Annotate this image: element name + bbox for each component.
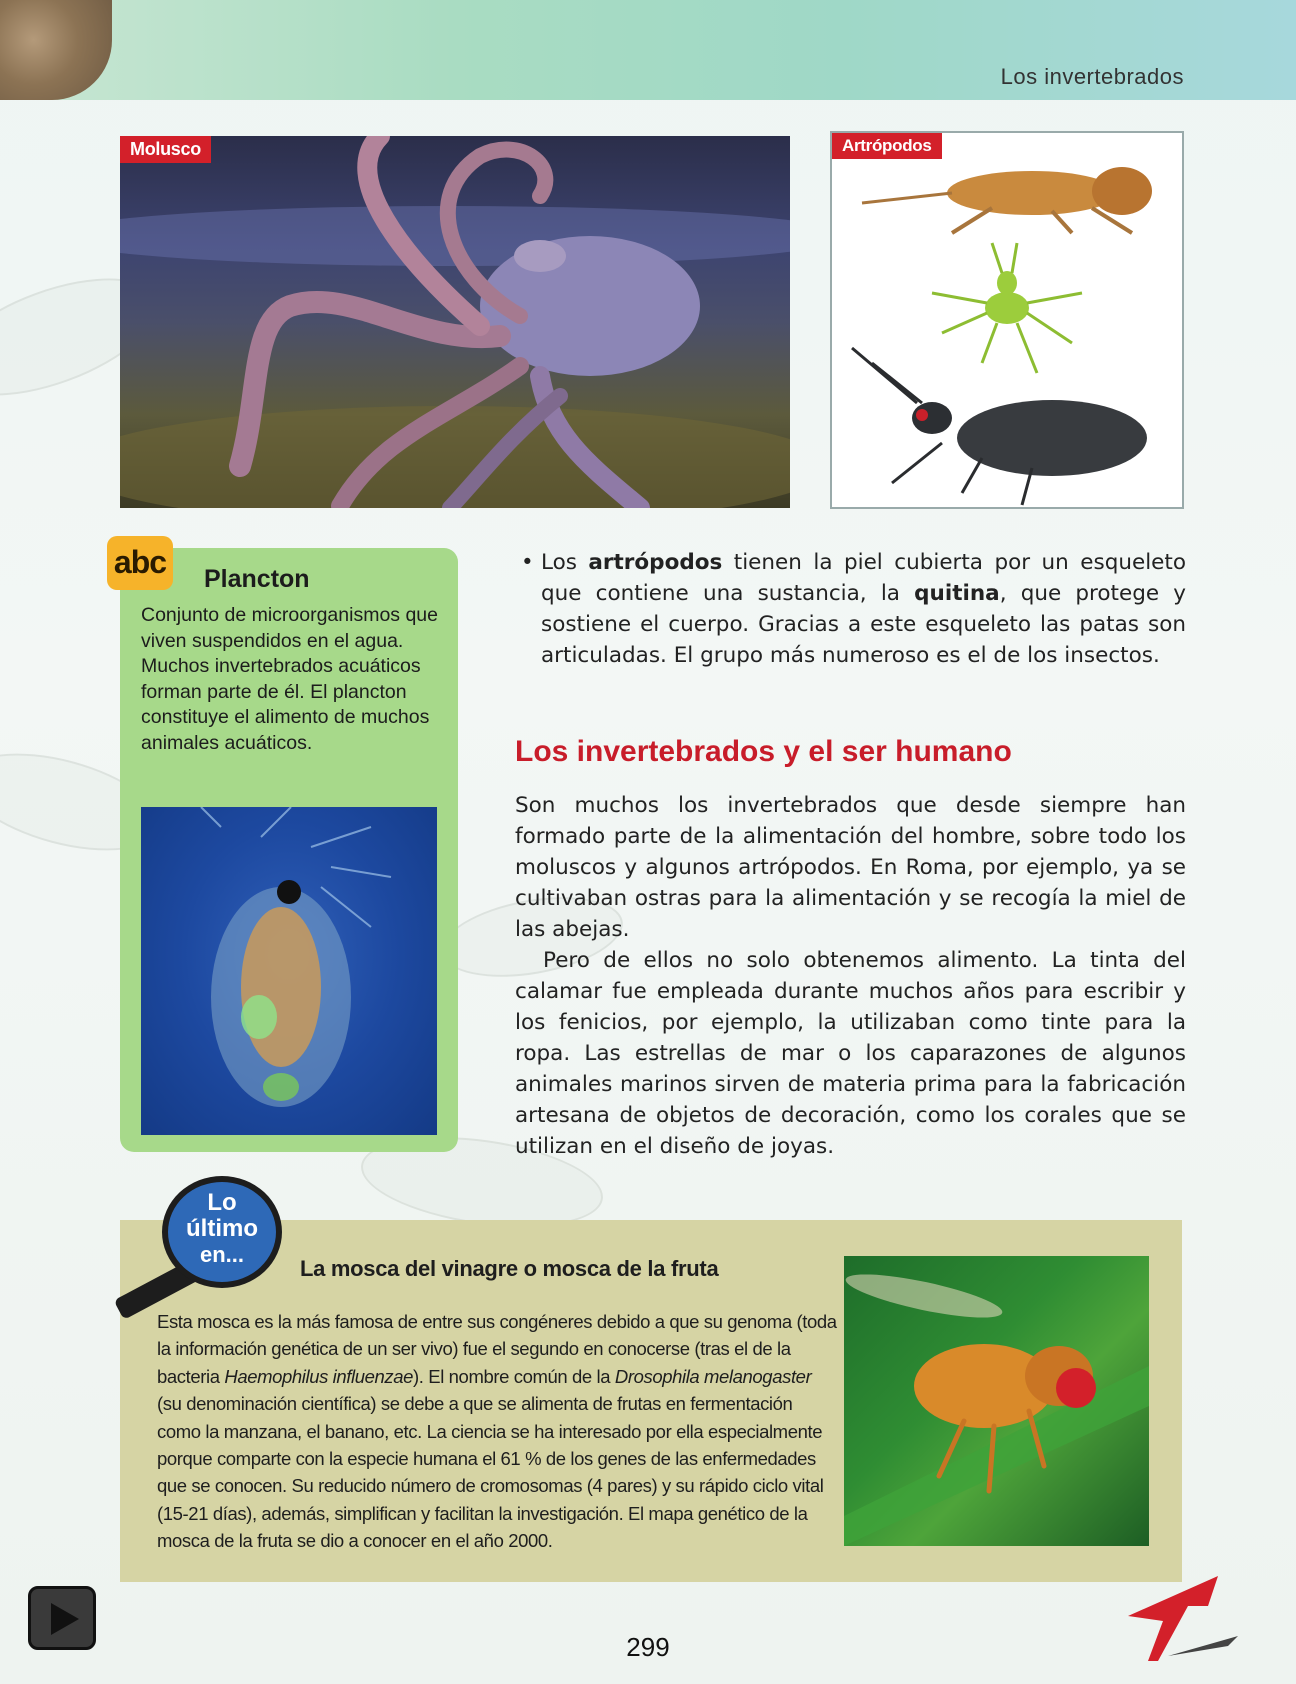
species-haemophilus: Haemophilus influenzae [224,1365,414,1387]
daphnia-illustration [141,807,437,1135]
badge-line-3: en... [199,1242,244,1267]
arthropods-illustration [832,133,1182,507]
play-icon [45,1599,85,1639]
plancton-title: Plancton [204,565,310,593]
paragraph-2: Pero de ellos no solo obtenemos alimento. La tinta del calamar fue empleada durante muchos años para escribir y los fenicios, por ejemplo, la utilizaban como tinte para la ropa. Las estrellas de mar o los caparazones de algunos animales marinos sirven de materia prima para la fabricación artesana de objetos de decoración, como los corales que se utilizan en el diseño de joyas. [515,948,1186,1159]
abc-badge: abc [107,536,173,590]
chapter-title: Los invertebrados [1000,64,1184,89]
bullet-text-intro: Los [541,550,589,575]
bullet-text-mid: tienen la piel cubierta por un esqueleto que contiene una sustancia, la [541,550,1186,606]
octopus-illustration [120,136,790,508]
badge-line-2: último [186,1215,258,1242]
text-part-c: (su denominación científica) se debe a que se alimenta de frutas en fermentación como la manzana, el banano, etc. La ciencia se ha interesado por ella especialmente porque comparte con la especie humana el 61 % de los genes de las enfermedades que se conocen. Su reducido número de cromosomas (4 pares) y su rápido ciclo vital (15-21 días), además, simplifican y facilitan la investigación. El mapa genético de la mosca de la fruta se dio a conocer en el año 2000. [157,1393,824,1552]
plancton-definition: Conjunto de microorganismos que viven suspendidos en el agua. Muchos invertebrados acuáticos forman parte de él. El plancton constituye el alimento de muchos animales acuáticos. [141,604,438,754]
lo-ultimo-text [157,1308,837,1555]
publisher-logo-icon [1118,1566,1248,1666]
fruit-fly-photo [844,1256,1149,1546]
bullet-text-rest: , que protege y sostiene el cuerpo. Gracias a este esqueleto las patas son articuladas. El grupo más numeroso es el de los insectos. [541,581,1186,668]
paragraph-1: Son muchos los invertebrados que desde siempre han formado parte de la alimentación del hombre, sobre todo los moluscos y algunos artrópodos. En Roma, por ejemplo, ya se cultivaban ostras para la alimentación y se recogía la miel de las abejas. [515,793,1186,942]
octopus-photo [120,136,790,508]
section-heading: Los invertebrados y el ser humano [515,735,1012,768]
lo-ultimo-heading: La mosca del vinagre o mosca de la fruta [300,1256,719,1281]
term-artropodos: artrópodos [588,550,723,575]
text-part-b: ). El nombre común de la [413,1365,615,1387]
lo-ultimo-badge [162,1176,282,1288]
section-body [515,790,1186,1162]
fruit-fly-illustration [844,1256,1149,1546]
plankton-photo [141,807,437,1135]
text-part-a: Esta mosca es la más famosa de entre sus congéneres debido a que su genoma (toda la información genética de un ser vivo) fue el segundo en conocerse (tras el de la bacteria [157,1311,837,1387]
arthropods-paragraph [521,547,1186,671]
badge-line-1: Lo [207,1189,237,1216]
octopus-tag: Molusco [120,136,211,163]
species-drosophila: Drosophila melanogaster [614,1365,812,1387]
arthropods-tag: Artrópodos [832,133,942,159]
bullet-marker: • [521,550,534,575]
play-button[interactable] [28,1586,96,1650]
term-quitina: quitina [914,581,1000,606]
page-number: 299 [626,1632,670,1662]
arthropods-photo [830,131,1184,509]
